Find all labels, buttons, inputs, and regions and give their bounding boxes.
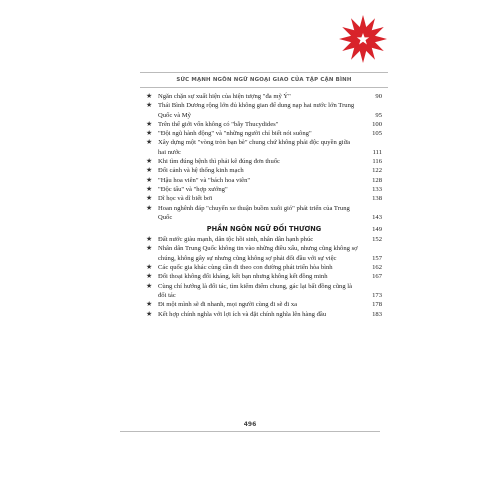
section-page-number: 149 [372, 225, 382, 233]
section-title: PHẦN NGÔN NGỮ ĐỐI THƯƠNG [206, 225, 322, 234]
toc-entry [146, 244, 382, 263]
toc-entry [146, 92, 382, 101]
toc-entry-title: "Đội ngũ hành động" và "những người chỉ biết nói suông" [158, 130, 312, 138]
toc-entry-title: Đối thoại không đối kháng, kết bạn nhưng không kết đồng minh [158, 273, 328, 281]
toc-entry-page: 173 [372, 291, 382, 299]
star-bullet-icon: ★ [146, 184, 153, 193]
toc-entry [146, 138, 382, 157]
star-bullet-icon: ★ [146, 138, 153, 147]
star-bullet-icon: ★ [146, 101, 153, 110]
toc-entry-title: Trên thế giới vốn không có "bẫy Thucydides" [158, 120, 279, 128]
publisher-logo-icon [336, 12, 390, 66]
toc-entry-title: Đất nước giàu mạnh, dân tộc hồi sinh, nhân dân hạnh phúc [158, 236, 314, 244]
star-bullet-icon: ★ [146, 129, 153, 138]
footer-divider [120, 431, 380, 432]
toc-part-1 [146, 92, 382, 222]
toc-entry-title: Dĩ học và dĩ biết bơi [158, 195, 213, 203]
toc-entry-title: Đi một mình sẽ đi nhanh, mọi người cùng đi sẽ đi xa [158, 301, 298, 309]
star-bullet-icon: ★ [146, 119, 153, 128]
toc-entry-title: Kết hợp chính nghĩa với lợi ích và đặt chính nghĩa lên hàng đầu [158, 310, 327, 318]
toc-entry [146, 282, 382, 301]
toc-entry [146, 120, 382, 129]
toc-entry-page: 178 [372, 301, 382, 309]
toc-entry-page: 152 [372, 236, 382, 244]
toc-entry-page: 133 [372, 185, 382, 193]
toc-entry [146, 185, 382, 194]
star-bullet-icon: ★ [146, 281, 153, 290]
star-bullet-icon: ★ [146, 263, 153, 272]
toc-entry [146, 157, 382, 166]
toc-entry-title: "Hậu hoa viên" và "bách hoa viên" [158, 176, 251, 184]
toc-entry [146, 263, 382, 272]
toc-entry-page: 111 [372, 148, 382, 156]
page-number: 496 [243, 421, 257, 428]
section-heading [146, 224, 382, 234]
toc-entry [146, 272, 382, 281]
toc-entry-page: 128 [372, 176, 382, 184]
toc-entry [146, 204, 382, 223]
toc-entry-title: Các quốc gia khác cùng cần đi theo con đường phát triển hòa bình [158, 264, 333, 272]
toc-entry [146, 166, 382, 175]
toc-entry-page: 183 [372, 310, 382, 318]
toc-entry [146, 129, 382, 138]
star-bullet-icon: ★ [146, 194, 153, 203]
star-bullet-icon: ★ [146, 92, 153, 100]
toc-entry-title: Nhân dân Trung Quốc không tin vào những điều xấu, nhưng cũng không sợ chúng, không gây sự nhưng cũng không sợ phải đối đầu với sự việc [158, 245, 358, 262]
star-bullet-icon: ★ [146, 272, 153, 281]
toc-entry [146, 300, 382, 309]
star-bullet-icon: ★ [146, 166, 153, 175]
star-bullet-icon: ★ [146, 157, 153, 166]
star-bullet-icon: ★ [146, 309, 153, 318]
toc-entry-title: "Độc tấu" và "hợp xướng" [158, 185, 228, 193]
toc-entry-title: Thái Bình Dương rộng lớn đủ không gian để dung nạp hai nước lớn Trung Quốc và Mỹ [158, 102, 355, 119]
toc-entry-title: Khi tìm đúng bệnh thì phải kê đúng đơn thuốc [158, 158, 280, 166]
toc-entry-page: 157 [372, 254, 382, 262]
toc-entry-title: Ngăn chặn sự xuất hiện của hiện tượng "đa mỹ Ý" [158, 93, 291, 100]
toc-entry [146, 194, 382, 203]
toc-entry-page: 162 [372, 264, 382, 272]
star-bullet-icon: ★ [146, 203, 153, 212]
running-header: SỨC MẠNH NGÔN NGỮ NGOẠI GIAO CỦA TẬP CẬN BÌNH [140, 72, 388, 88]
toc-entry-page: 143 [372, 213, 382, 221]
star-bullet-icon: ★ [146, 235, 153, 244]
toc-part-2 [146, 235, 382, 319]
toc-entry [146, 176, 382, 185]
star-bullet-icon: ★ [146, 300, 153, 309]
toc-entry [146, 235, 382, 244]
table-of-contents [146, 92, 382, 319]
toc-entry-title: Hoan nghênh đáp "chuyến xe thuận buồm xuôi gió" phát triển của Trung Quốc [158, 204, 350, 221]
toc-entry-title: Xây dựng một "vòng tròn bạn bè" chung chứ không phải độc quyền giữa hai nước [158, 139, 351, 156]
toc-entry-page: 100 [372, 120, 382, 128]
toc-entry [146, 310, 382, 319]
toc-entry [146, 101, 382, 120]
toc-entry-page: 167 [372, 273, 382, 281]
toc-entry-page: 138 [372, 195, 382, 203]
star-bullet-icon: ★ [146, 175, 153, 184]
toc-entry-page: 122 [372, 167, 382, 175]
toc-entry-page: 90 [375, 93, 382, 100]
toc-entry-title: Cùng chí hướng là đối tác, tìm kiếm điểm chung, gác lại bất đồng cũng là đối tác [158, 282, 353, 299]
toc-entry-page: 95 [375, 111, 382, 119]
toc-entry-page: 116 [372, 158, 382, 166]
toc-entry-page: 105 [372, 130, 382, 138]
star-bullet-icon: ★ [146, 244, 153, 253]
toc-entry-title: Đối cảnh và hệ thống kinh mạch [158, 167, 244, 175]
